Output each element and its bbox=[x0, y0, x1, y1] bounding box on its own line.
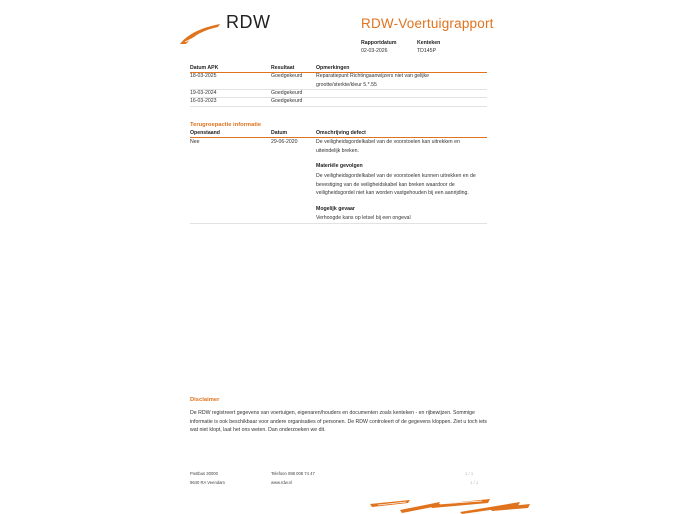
apk-row-3-resultaat: Goedgekeurd bbox=[271, 98, 303, 104]
rapportdatum-value: 02-03-2026 bbox=[361, 48, 388, 54]
decorative-stripes-icon bbox=[370, 496, 530, 514]
recall-header-openstaand: Openstaand bbox=[190, 130, 220, 136]
disclaimer-title: Disclaimer bbox=[190, 397, 220, 403]
footer-telefoon: Telefoon 088 008 74 47 bbox=[271, 471, 315, 476]
kenteken-label: Kenteken bbox=[417, 40, 441, 46]
logo-text: RDW bbox=[226, 12, 271, 32]
apk-header-resultaat: Resultaat bbox=[271, 65, 295, 71]
apk-row-1-resultaat: Goedgekeurd bbox=[271, 73, 303, 79]
document-title: RDW-Voertuigrapport bbox=[361, 16, 494, 31]
apk-row-2-datum: 19-03-2024 bbox=[190, 90, 217, 96]
rdw-logo-icon bbox=[178, 22, 222, 46]
apk-row-divider bbox=[190, 97, 487, 98]
recall-datum-value: 29-06-2020 bbox=[271, 139, 298, 145]
apk-row-1-opmerkingen: Reparatiepunt Richtingaanwijzers niet van gelijke grootte/sterkte/kleur 5.*.55 bbox=[316, 73, 430, 88]
apk-row-2-resultaat: Goedgekeurd bbox=[271, 90, 303, 96]
footer-page-number: 1 / 1 bbox=[470, 480, 479, 485]
footer-page-number: 1 / 1 bbox=[465, 471, 474, 476]
gevolgen-text: De veiligheidsgordelkabel van de voorstoelen kunnen uitrekken en de bevestiging van de veiligheidskabel kan breken waardoor de veiligheidsgordel niet kan worden vastgehouden bij een aanrijding. bbox=[316, 173, 476, 196]
apk-header-opmerkingen: Opmerkingen bbox=[316, 65, 350, 71]
recall-header-datum: Datum bbox=[271, 130, 288, 136]
apk-row-1-datum: 18-03-2025 bbox=[190, 73, 217, 79]
recall-header-omschrijving: Omschrijving defect bbox=[316, 130, 366, 136]
rapportdatum-label: Rapportdatum bbox=[361, 40, 397, 46]
recall-section-title: Terugroepactie informatie bbox=[190, 122, 262, 128]
gevaar-text: Verhoogde kans op letsel bij een ongeval bbox=[316, 215, 411, 221]
gevolgen-title: Materiële gevolgen bbox=[316, 163, 363, 169]
recall-defect-text: De veiligheidsgordelkabel van de voorstoelen kan uitrekken en uiteindelijk breken. bbox=[316, 139, 460, 154]
footer-plaats: 9640 RA Veendam bbox=[190, 480, 225, 485]
footer-website: www.rdw.nl bbox=[271, 480, 292, 485]
recall-bottom-rule bbox=[190, 223, 487, 224]
apk-row-divider bbox=[190, 106, 487, 107]
recall-openstaand-value: Nee bbox=[190, 139, 200, 145]
footer-postbus: Postbus 30000 bbox=[190, 471, 218, 476]
kenteken-value: TD145P bbox=[417, 48, 437, 54]
apk-row-divider bbox=[190, 89, 487, 90]
gevaar-title: Mogelijk gevaar bbox=[316, 206, 355, 212]
disclaimer-text: De RDW registreert gegevens van voertuigen, eigenaren/houders en documenten zoals kenteken - en rijbewijzen. Sommige informatie is ook beschikbaar voor andere organisaties of personen. De RDW controleert of de gegevens kloppen. Ziet u toch iets wat niet klopt, laat het ons weten. Dan onderzoeken we dit. bbox=[190, 410, 488, 434]
apk-row-3-datum: 16-03-2023 bbox=[190, 98, 217, 104]
apk-header-datum: Datum APK bbox=[190, 65, 219, 71]
